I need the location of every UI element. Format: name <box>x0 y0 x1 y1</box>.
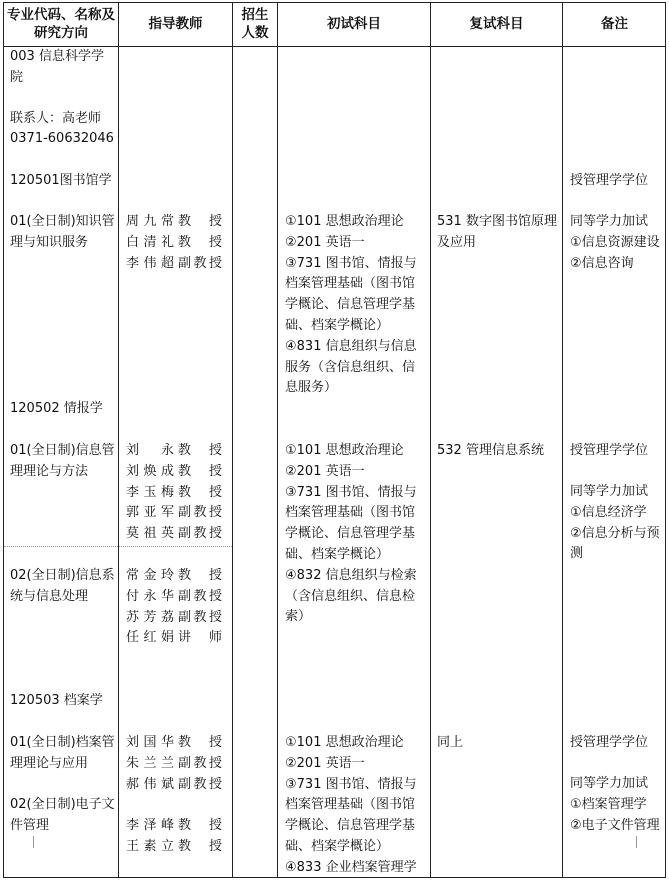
program-code: 120502 情报学 <box>10 401 103 416</box>
retest-subject: 同上 <box>437 735 464 750</box>
exam-item: ③731 图书馆、情报与档案管理基础（图书馆学概论、信息管理学基础、档案学概论） <box>285 484 417 562</box>
advisor-title: 副教授 <box>178 776 222 792</box>
column-divider <box>277 2 278 878</box>
advisor-title: 教授 <box>178 568 222 583</box>
research-direction: 02(全日制)信息系统与信息处理 <box>10 568 115 604</box>
advisor-row <box>126 483 222 504</box>
header-quota: 招生人数 <box>241 7 269 41</box>
advisor-row <box>126 503 222 524</box>
remark-item: ②信息咨询 <box>570 255 634 271</box>
advisor-name: 刘永 <box>126 443 174 458</box>
advisor-list <box>126 816 222 858</box>
advisor-row <box>126 816 222 837</box>
advisor-title: 教授 <box>178 463 222 479</box>
research-direction: 01(全日制)信息管理理论与方法 <box>10 443 115 479</box>
advisor-row <box>126 775 222 796</box>
advisor-row <box>126 566 222 587</box>
exam-item: ③731 图书馆、情报与档案管理基础（图书馆学概论、信息管理学基础、档案学概论） <box>285 776 417 854</box>
exam-item: ④831 信息组织与信息服务（含信息组织、信息服务） <box>285 338 417 396</box>
advisor-name: 常金玲 <box>126 568 174 583</box>
advisor-row <box>126 233 222 254</box>
remark-list <box>570 482 664 565</box>
exam-item: ②201 英语一 <box>285 234 365 250</box>
research-direction: 01(全日制)档案管理理论与应用 <box>10 735 115 771</box>
advisor-title: 副教授 <box>178 609 222 625</box>
remark-item: 同等学力加试 <box>570 484 649 499</box>
remark-item: 同等学力加试 <box>570 214 649 229</box>
advisor-name: 王素立 <box>126 838 174 854</box>
advisor-name: 苏芳荔 <box>126 609 174 625</box>
advisor-title: 教授 <box>178 443 222 458</box>
advisor-name: 朱兰兰 <box>126 755 174 771</box>
header-retest: 复试科目 <box>469 16 524 32</box>
advisor-name: 白清礼 <box>126 234 174 250</box>
advisor-row <box>126 733 222 754</box>
remark-item: ②电子文件管理 <box>570 817 660 833</box>
remark-list <box>570 774 664 836</box>
exam-item: ①101 思想政治理论 <box>285 443 404 458</box>
program-code: 120501图书馆学 <box>10 173 112 188</box>
advisor-name: 任红娟 <box>126 630 174 646</box>
advisor-title: 副教授 <box>178 526 222 542</box>
scan-mark <box>33 836 34 848</box>
advisor-name: 付永华 <box>126 588 174 604</box>
advisor-name: 李泽峰 <box>126 818 174 833</box>
header-remarks: 备注 <box>601 16 628 32</box>
advisor-title: 教授 <box>178 818 222 833</box>
exam-list <box>285 441 426 628</box>
advisor-title: 教授 <box>178 735 222 750</box>
advisor-name: 周九常 <box>126 214 174 229</box>
advisor-row <box>126 462 222 483</box>
advisor-name: 郝伟斌 <box>126 776 174 792</box>
exam-item: ④832 信息组织与检索（含信息组织、信息检索） <box>285 567 417 625</box>
retest-subject: 532 管理信息系统 <box>437 443 544 458</box>
advisor-name: 郭亚军 <box>126 505 174 521</box>
header-major: 专业代码、名称及研究方向 <box>7 7 115 41</box>
retest-subject: 531 数字图书馆原理及应用 <box>437 214 557 250</box>
advisor-row <box>126 608 222 629</box>
advisor-title: 教授 <box>178 214 222 229</box>
remark-list <box>570 212 664 274</box>
college-phone: 0371-60632046 <box>10 131 114 146</box>
advisor-list <box>126 212 222 274</box>
advisor-name: 刘焕成 <box>126 463 174 479</box>
advisor-name: 刘国华 <box>126 735 174 750</box>
column-divider <box>232 2 233 878</box>
exam-item: ②201 英语一 <box>285 463 365 479</box>
advisor-title: 副教授 <box>178 755 222 771</box>
advisor-title: 副教授 <box>178 255 222 271</box>
scan-mark <box>636 836 637 848</box>
program-degree: 授管理学学位 <box>570 735 649 750</box>
research-direction: 01(全日制)知识管理与知识服务 <box>10 214 115 250</box>
advisor-list <box>126 566 222 649</box>
remark-item: ①信息资源建设 <box>570 234 660 250</box>
college-name: 003 信息科学学院 <box>10 49 104 85</box>
exam-item: ①101 思想政治理论 <box>285 214 404 229</box>
exam-item: ④833 企业档案管理学 <box>285 859 417 875</box>
advisor-title: 教授 <box>178 838 222 854</box>
header-initial-exam: 初试科目 <box>327 16 381 32</box>
program-degree: 授管理学学位 <box>570 443 649 458</box>
advisor-name: 李伟超 <box>126 255 174 271</box>
remark-item: ①信息经济学 <box>570 504 647 520</box>
program-code: 120503 档案学 <box>10 693 103 708</box>
advisor-row <box>126 212 222 233</box>
advisor-title: 教授 <box>178 234 222 250</box>
research-direction: 02(全日制)电子文件管理 <box>10 797 115 833</box>
advisor-title: 副教授 <box>178 588 222 604</box>
advisor-list <box>126 441 222 545</box>
advisor-name: 李玉梅 <box>126 484 174 500</box>
advisor-title: 教授 <box>178 484 222 500</box>
advisor-row <box>126 837 222 858</box>
exam-item: ②201 英语一 <box>285 755 365 771</box>
college-contact: 联系人：高老师 <box>10 111 102 126</box>
advisor-row <box>126 441 222 462</box>
advisor-list <box>126 733 222 795</box>
exam-item: ③731 图书馆、情报与档案管理基础（图书馆学概论、信息管理学基础、档案学概论） <box>285 255 417 333</box>
exam-list <box>285 212 426 399</box>
advisor-row <box>126 628 222 649</box>
advisor-row <box>126 754 222 775</box>
exam-item: ①101 思想政治理论 <box>285 735 404 750</box>
program-degree: 授管理学学位 <box>570 173 649 188</box>
advisor-title: 讲师 <box>178 630 222 646</box>
row-separator <box>119 546 232 547</box>
advisor-row <box>126 254 222 275</box>
column-divider <box>562 2 563 878</box>
advisor-name: 莫祖英 <box>126 526 174 542</box>
exam-list <box>285 733 426 879</box>
remark-item: ①档案管理学 <box>570 796 647 812</box>
advisor-row <box>126 587 222 608</box>
remark-item: ②信息分析与预测 <box>570 525 660 562</box>
advisor-title: 副教授 <box>178 505 222 521</box>
header-advisor: 指导教师 <box>148 16 203 32</box>
column-divider <box>430 2 431 878</box>
row-separator <box>4 546 118 547</box>
remark-item: 同等学力加试 <box>570 776 649 791</box>
advisor-row <box>126 524 222 545</box>
column-divider <box>118 2 119 878</box>
